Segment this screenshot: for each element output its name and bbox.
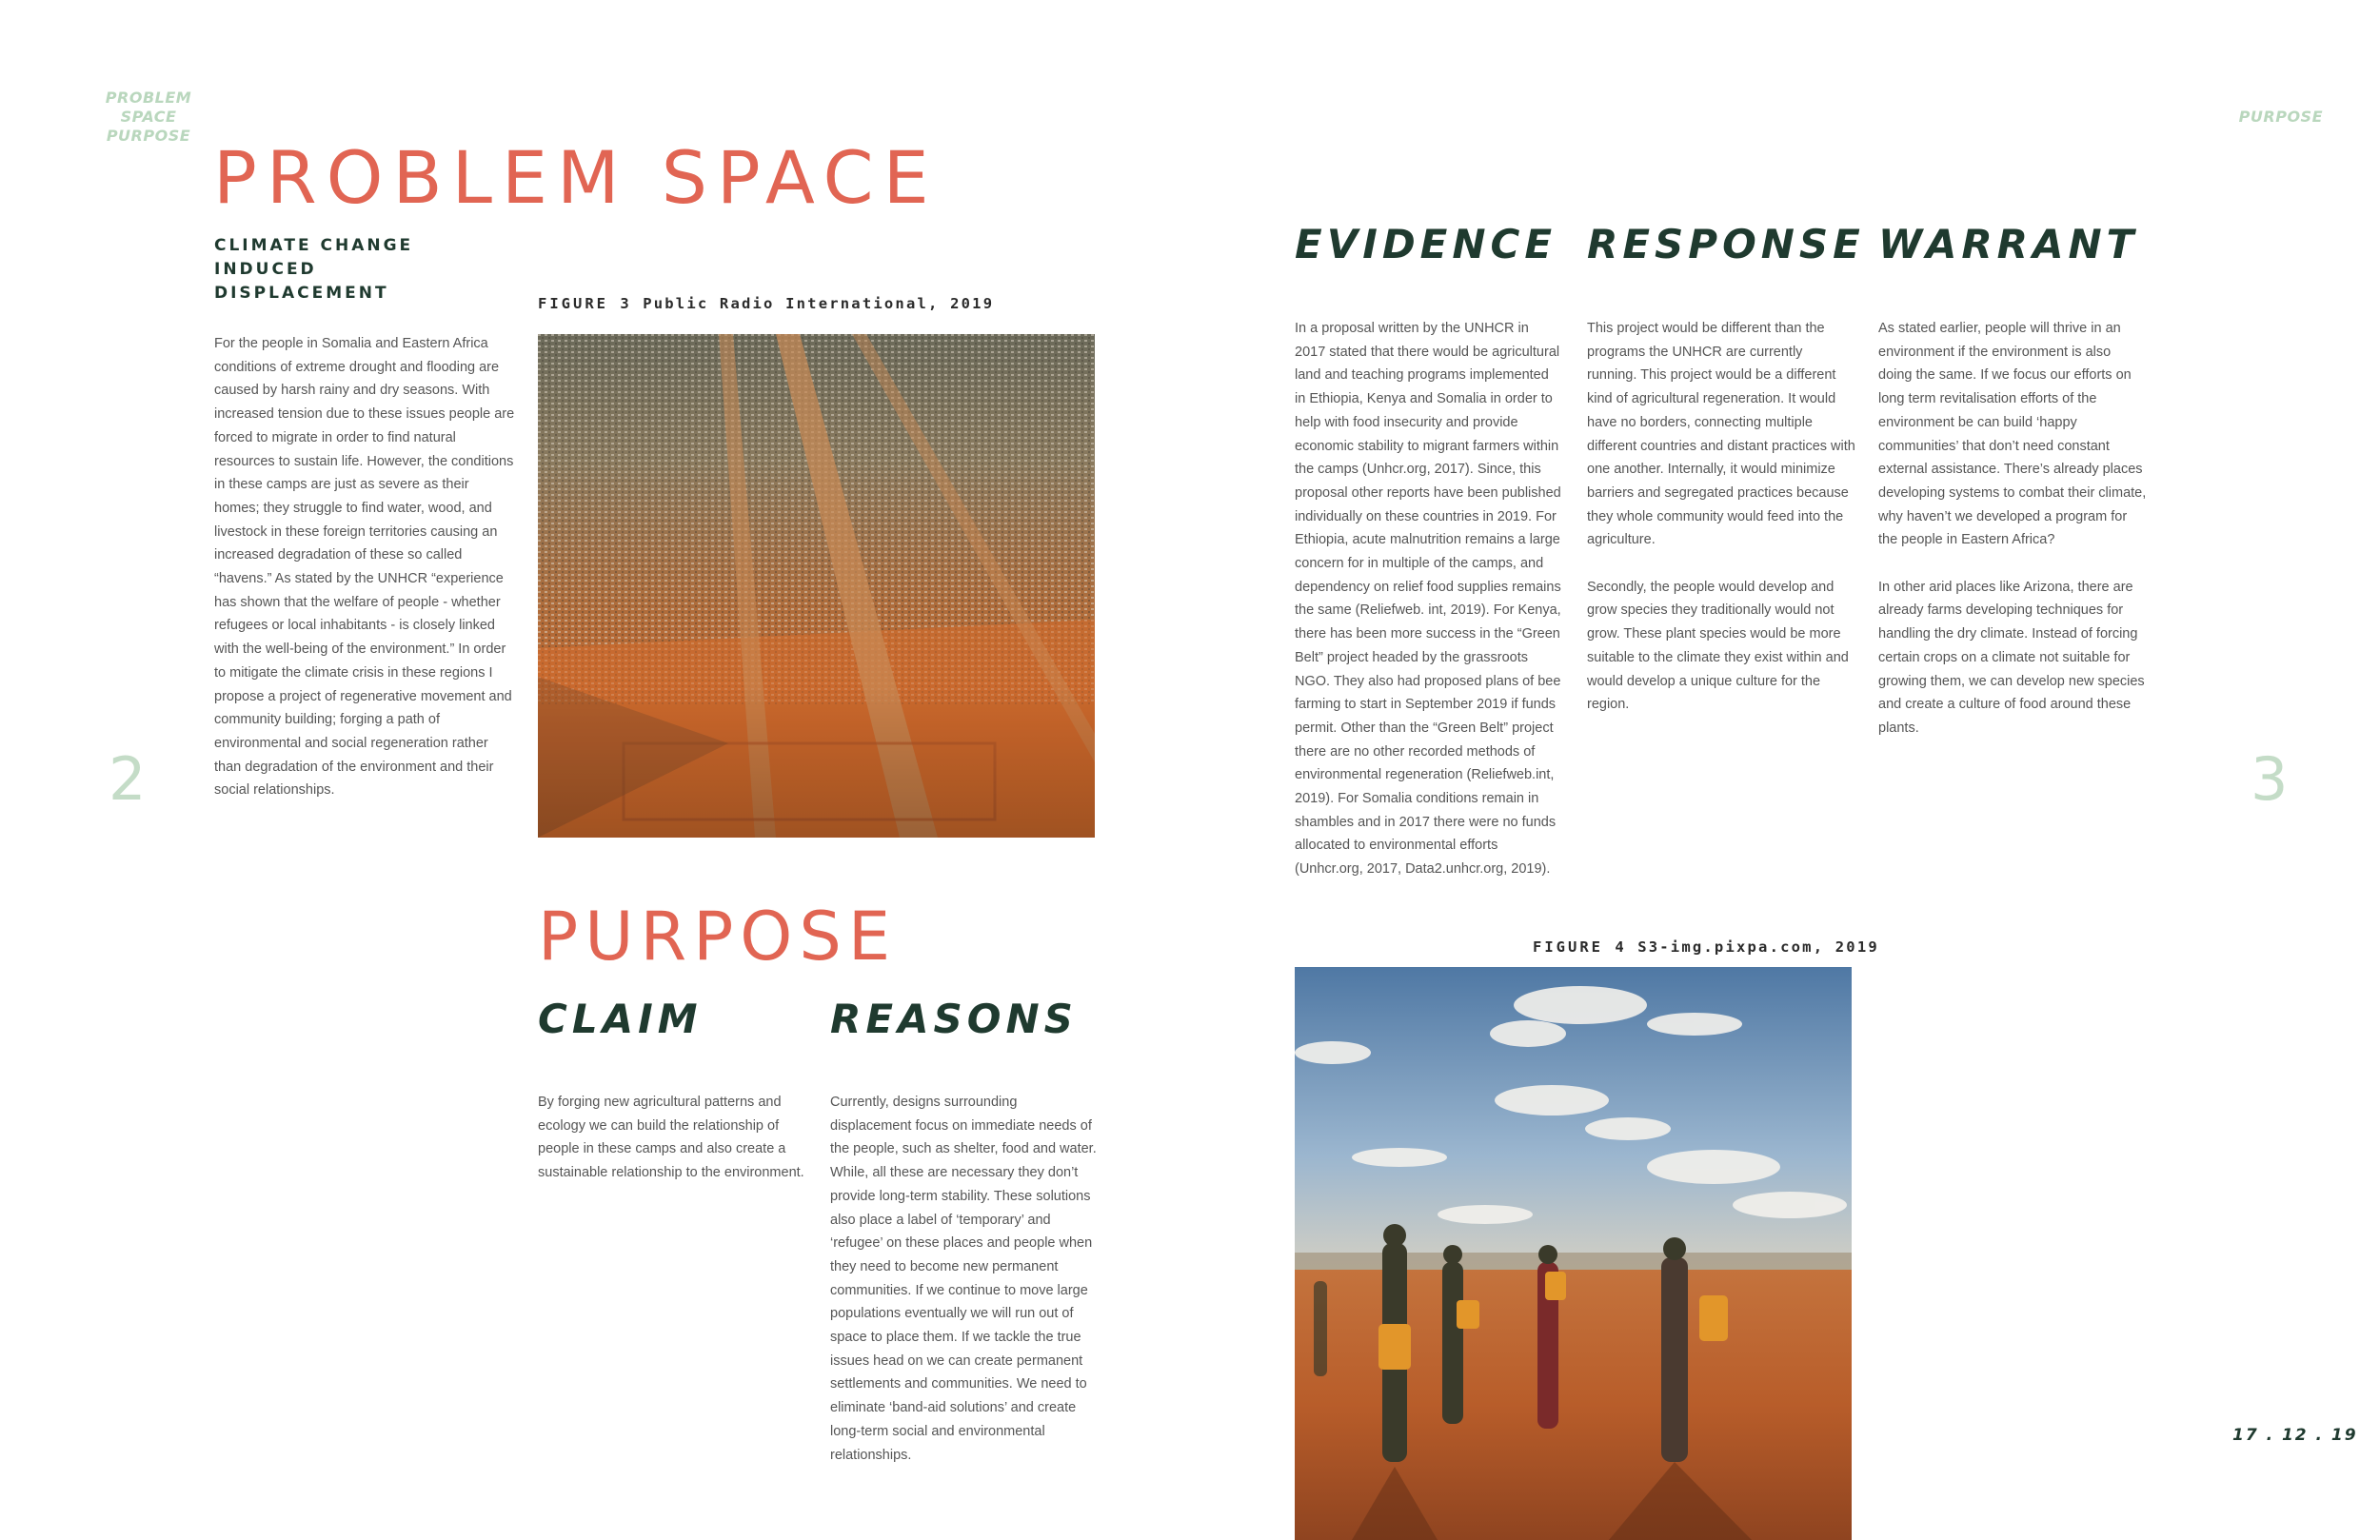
page-number-left: 2 bbox=[109, 744, 147, 814]
reasons-paragraph: Currently, designs surrounding displacement focus on immediate needs of the people, such as shelter, food and water. While, all these are necessary they don’t provide long-term stability. These solutions also place a label of ‘temporary’ and ‘refugee’ on these places and people when they need to become new permanent communities. If we continue to move large populations eventually we will run out of space to place them. If we tackle the true issues head on we can create permanent settlements and communities. We need to eliminate ‘band-aid solutions’ and create long-term social and environmental relationships. bbox=[830, 1095, 1097, 1463]
response-paragraph-1: This project would be different than the programs the UNHCR are currently running. This project would be a different kind of agricultural regeneration. It would have no borders, connecting multiple different countries and distant practices with one another. Internally, it would minimize barriers and segregated practices because they whole community would feed into the agriculture. bbox=[1587, 321, 1855, 548]
response-heading: RESPONSE bbox=[1587, 221, 1865, 267]
warrant-heading: WARRANT bbox=[1878, 221, 2139, 267]
reasons-body bbox=[830, 1091, 1099, 1467]
figure-4-caption bbox=[1533, 938, 1879, 956]
response-body bbox=[1587, 317, 1855, 717]
margin-label-right: PURPOSE bbox=[2238, 108, 2323, 126]
margin-section-label bbox=[95, 89, 202, 146]
figure-3-aerial-camp-photo bbox=[538, 334, 1095, 838]
response-paragraph-2: Secondly, the people would develop and grow species they traditionally would not grow. These plant species would be more suitable to the climate they exist within and would develop a unique culture for the region. bbox=[1587, 579, 1849, 713]
warrant-paragraph-2: In other arid places like Arizona, there are already farms developing techniques for handling the dry climate. Instead of forcing certain crops on a climate not suitable for growing them, we can develop new species and create a culture of food around these plants. bbox=[1878, 579, 2145, 736]
margin-label-problem-space: PROBLEM SPACE bbox=[105, 89, 192, 126]
reasons-heading: REASONS bbox=[830, 996, 1078, 1042]
problem-space-title: PROBLEM SPACE bbox=[213, 135, 939, 220]
page-number-right: 3 bbox=[2251, 744, 2289, 814]
issue-date: 17 . 12 . 19 bbox=[2232, 1426, 2358, 1445]
warrant-paragraph-1: As stated earlier, people will thrive in an environment if the environment is also doing the same. If we focus our efforts on long term revitalisation efforts of the environment be can build ‘happy communities’ that don’t need constant external assistance. There’s already places developing systems to combat their climate, why haven’t we developed a program for the people in Eastern Africa? bbox=[1878, 321, 2147, 548]
claim-body bbox=[538, 1091, 806, 1185]
figure-3-caption bbox=[538, 295, 994, 312]
figure-4-source: S3-img.pixpa.com, 2019 bbox=[1637, 938, 1879, 956]
figure-4-water-carriers-photo bbox=[1295, 967, 1852, 1540]
evidence-body bbox=[1295, 317, 1563, 881]
subtitle-line-2: DISPLACEMENT bbox=[214, 284, 389, 303]
problem-space-subtitle bbox=[214, 234, 519, 306]
problem-space-paragraph: For the people in Somalia and Eastern Africa conditions of extreme drought and flooding are caused by harsh rainy and dry seasons. With increased tension due to these issues people are forced to migrate in order to find natural resources to sustain life. However, the conditions in these camps are just as severe as their homes; they struggle to find water, wood, and livestock in these foreign territories causing an increased degradation of these so called “havens.” As stated by the UNHCR “experience has shown that the welfare of people - whether refugees or local inhabitants - is closely linked with the well-being of the environment.” In order to mitigate the climate crisis in these regions I propose a project of regenerative movement and community building; forging a path of environmental and social regeneration rather than degradation of the environment and their social relationships. bbox=[214, 336, 515, 799]
evidence-heading: EVIDENCE bbox=[1295, 221, 1557, 267]
claim-paragraph: By forging new agricultural patterns and ecology we can build the relationship of people in these camps and also create a sustainable relationship to the environment. bbox=[538, 1095, 804, 1181]
problem-space-body bbox=[214, 332, 517, 802]
claim-heading: CLAIM bbox=[538, 996, 703, 1042]
warrant-body bbox=[1878, 317, 2147, 740]
figure-4-label: FIGURE 4 bbox=[1533, 938, 1627, 956]
figure-3-source: Public Radio International, 2019 bbox=[643, 295, 995, 312]
evidence-paragraph: In a proposal written by the UNHCR in 2017 stated that there would be agricultural land and teaching programs implemented in Ethiopia, Kenya and Somalia in order to help with food insecurity and provide economic stability to migrant farmers within the camps (Unhcr.org, 2017). Since, this proposal other reports have been published individually on these countries in 2019. For Ethiopia, acute malnutrition remains a large concern for in multiple of the camps, and dependency on relief food supplies remains the same (Reliefweb. int, 2019). For Kenya, there has been more success in the “Green Belt” project headed by the grassroots NGO. They also had proposed plans of bee farming to start in September 2019 if funds permit. Other than the “Green Belt” project there are no other recorded methods of environmental regeneration (Reliefweb.int, 2019). For Somalia conditions remain in shambles and in 2017 there were no funds allocated to environmental efforts (Unhcr.org, 2017, Data2.unhcr.org, 2019). bbox=[1295, 321, 1561, 878]
margin-label-purpose: PURPOSE bbox=[106, 127, 191, 145]
figure-3-label: FIGURE 3 bbox=[538, 295, 632, 312]
purpose-title: PURPOSE bbox=[538, 898, 898, 976]
subtitle-line-1: CLIMATE CHANGE INDUCED bbox=[214, 236, 414, 279]
